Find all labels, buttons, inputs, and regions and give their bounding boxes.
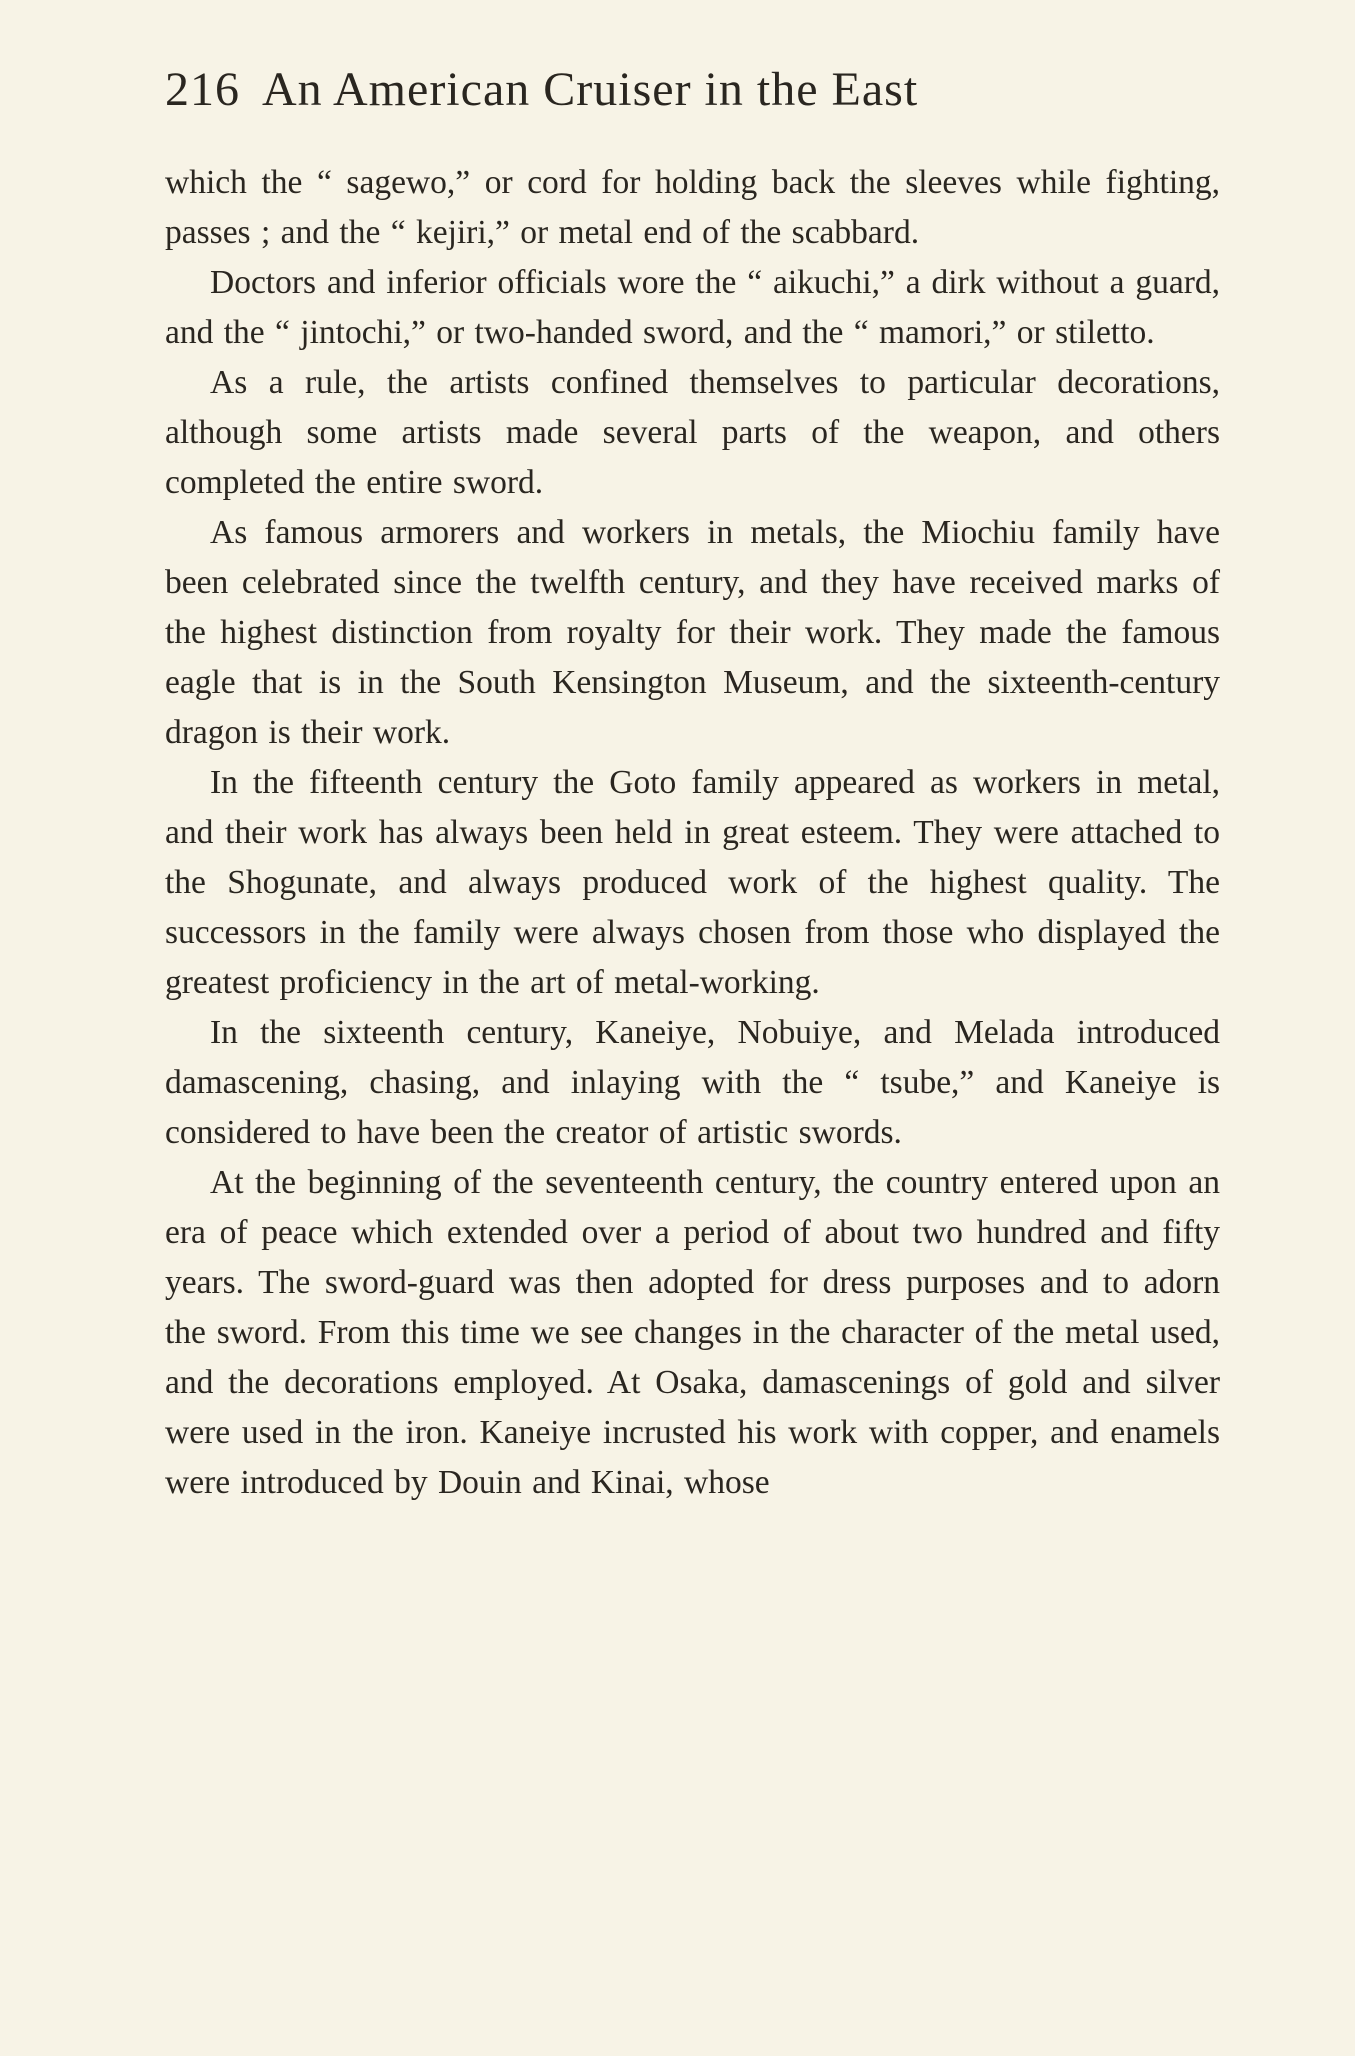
paragraph: As a rule, the artists confined themselves to particular decorations, although some artists made several parts of the weapon, and others completed the entire sword. (165, 364, 1220, 501)
page-number: 216 (165, 63, 240, 116)
paragraph: In the sixteenth century, Kaneiye, Nobuiye, and Melada introduced damascening, chasing, and inlaying with the “ tsube,” and Kaneiye is considered to have been the creator of artistic swords. (165, 1014, 1220, 1151)
paragraph: As famous armorers and workers in metals, the Miochiu family have been celebrated since the twelfth century, and they have received marks of the highest distinction from royalty for their work. They made the famous eagle that is in the South Kensington Museum, and the sixteenth-century dragon is their work. (165, 514, 1220, 751)
running-title: An American Cruiser in the East (262, 63, 919, 116)
paragraph: At the beginning of the seventeenth century, the country entered upon an era of peace which extended over a period of about two hundred and fifty years. The sword-guard was then adopted for dress purposes and to adorn the sword. From this time we see changes in the character of the metal used, and the decorations employed. At Osaka, damascenings of gold and silver were used in the iron. Kaneiye incrusted his work with copper, and enamels were introduced by Douin and Kinai, whose (165, 1164, 1220, 1501)
running-head (165, 62, 1220, 124)
paragraph: which the “ sagewo,” or cord for holding back the sleeves while fighting, passes ; and the “ kejiri,” or metal end of the scabbard. (165, 164, 1220, 251)
paragraph: In the fifteenth century the Goto family appeared as workers in metal, and their work has always been held in great esteem. They were attached to the Shogunate, and always produced work of the highest quality. The successors in the family were always chosen from those who displayed the greatest proficiency in the art of metal-working. (165, 764, 1220, 1001)
paragraph: Doctors and inferior officials wore the “ aikuchi,” a dirk without a guard, and the “ jintochi,” or two-handed sword, and the “ mamori,” or stiletto. (165, 264, 1220, 351)
book-page (165, 62, 1220, 1508)
body-text (165, 158, 1220, 1508)
